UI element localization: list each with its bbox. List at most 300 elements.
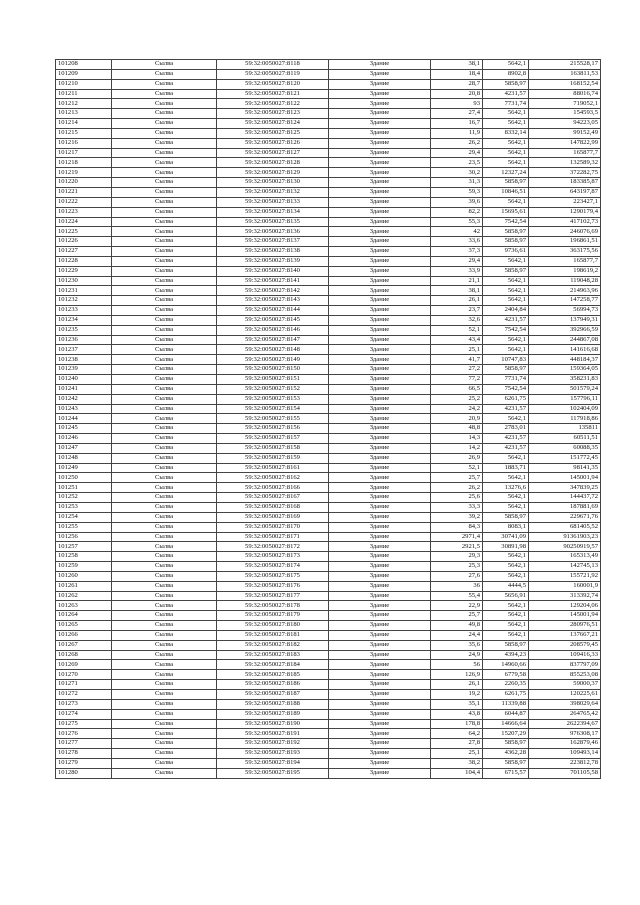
specific-value-cell: 6261,75	[483, 394, 529, 404]
object-type-cell: Здание	[329, 355, 431, 365]
settlement-cell: Сылва	[112, 109, 217, 119]
table-row	[56, 473, 601, 483]
cadastral-value-cell: 159364,05	[529, 365, 601, 375]
cadastral-value-cell: 347839,25	[529, 483, 601, 493]
row-number: 101262	[56, 591, 112, 601]
object-type-cell: Здание	[329, 621, 431, 631]
row-number: 101238	[56, 355, 112, 365]
cadastral-number-cell: 59:32:0050027:8124	[217, 119, 329, 129]
specific-value-cell: 5858,97	[483, 178, 529, 188]
cadastral-value-cell: 392966,59	[529, 325, 601, 335]
object-type-cell: Здание	[329, 306, 431, 316]
row-number: 101210	[56, 79, 112, 89]
specific-value-cell: 4231,57	[483, 434, 529, 444]
area-cell: 25,7	[431, 611, 483, 621]
specific-value-cell: 8902,8	[483, 69, 529, 79]
specific-value-cell: 1883,71	[483, 463, 529, 473]
table-row	[56, 158, 601, 168]
object-type-cell: Здание	[329, 158, 431, 168]
cadastral-number-cell: 59:32:0050027:8153	[217, 394, 329, 404]
area-cell: 27,6	[431, 571, 483, 581]
table-row	[56, 168, 601, 178]
area-cell: 49,8	[431, 621, 483, 631]
cadastral-number-cell: 59:32:0050027:8135	[217, 217, 329, 227]
settlement-cell: Сылва	[112, 276, 217, 286]
table-row	[56, 571, 601, 581]
cadastral-number-cell: 59:32:0050027:8190	[217, 719, 329, 729]
cadastral-value-cell: 313392,74	[529, 591, 601, 601]
row-number: 101208	[56, 60, 112, 70]
object-type-cell: Здание	[329, 571, 431, 581]
cadastral-value-cell: 372282,75	[529, 168, 601, 178]
specific-value-cell: 5642,1	[483, 60, 529, 70]
settlement-cell: Сылва	[112, 60, 217, 70]
settlement-cell: Сылва	[112, 463, 217, 473]
object-type-cell: Здание	[329, 739, 431, 749]
settlement-cell: Сылва	[112, 296, 217, 306]
object-type-cell: Здание	[329, 365, 431, 375]
specific-value-cell: 4394,23	[483, 650, 529, 660]
row-number: 101212	[56, 99, 112, 109]
settlement-cell: Сылва	[112, 443, 217, 453]
specific-value-cell: 7542,54	[483, 384, 529, 394]
table-row	[56, 306, 601, 316]
row-number: 101264	[56, 611, 112, 621]
cadastral-number-cell: 59:32:0050027:8145	[217, 315, 329, 325]
table-row	[56, 128, 601, 138]
row-number: 101234	[56, 315, 112, 325]
cadastral-value-cell: 168152,54	[529, 79, 601, 89]
table-row	[56, 79, 601, 89]
settlement-cell: Сылва	[112, 532, 217, 542]
specific-value-cell: 13276,6	[483, 483, 529, 493]
cadastral-number-cell: 59:32:0050027:8175	[217, 571, 329, 581]
cadastral-value-cell: 109493,14	[529, 749, 601, 759]
settlement-cell: Сылва	[112, 168, 217, 178]
cadastral-number-cell: 59:32:0050027:8121	[217, 89, 329, 99]
object-type-cell: Здание	[329, 128, 431, 138]
settlement-cell: Сылва	[112, 611, 217, 621]
row-number: 101255	[56, 522, 112, 532]
table-row	[56, 749, 601, 759]
row-number: 101271	[56, 680, 112, 690]
cadastral-number-cell: 59:32:0050027:8178	[217, 601, 329, 611]
cadastral-value-cell: 142745,13	[529, 562, 601, 572]
object-type-cell: Здание	[329, 650, 431, 660]
area-cell: 77,2	[431, 375, 483, 385]
settlement-cell: Сылва	[112, 89, 217, 99]
area-cell: 178,8	[431, 719, 483, 729]
table-row	[56, 424, 601, 434]
object-type-cell: Здание	[329, 178, 431, 188]
cadastral-value-cell: 135811	[529, 424, 601, 434]
area-cell: 25,2	[431, 394, 483, 404]
row-number: 101274	[56, 709, 112, 719]
table-row	[56, 384, 601, 394]
area-cell: 27,8	[431, 739, 483, 749]
row-number: 101257	[56, 542, 112, 552]
cadastral-number-cell: 59:32:0050027:8133	[217, 197, 329, 207]
object-type-cell: Здание	[329, 394, 431, 404]
table-row	[56, 670, 601, 680]
row-number: 101266	[56, 630, 112, 640]
area-cell: 32,6	[431, 315, 483, 325]
cadastral-number-cell: 59:32:0050027:8137	[217, 237, 329, 247]
cadastral-number-cell: 59:32:0050027:8191	[217, 729, 329, 739]
cadastral-number-cell: 59:32:0050027:8144	[217, 306, 329, 316]
row-number: 101241	[56, 384, 112, 394]
cadastral-number-cell: 59:32:0050027:8189	[217, 709, 329, 719]
table-row	[56, 296, 601, 306]
table-row	[56, 591, 601, 601]
area-cell: 42	[431, 227, 483, 237]
cadastral-number-cell: 59:32:0050027:8128	[217, 158, 329, 168]
row-number: 101209	[56, 69, 112, 79]
object-type-cell: Здание	[329, 99, 431, 109]
cadastral-value-cell: 98141,35	[529, 463, 601, 473]
area-cell: 14,2	[431, 443, 483, 453]
cadastral-value-cell: 155721,92	[529, 571, 601, 581]
row-number: 101256	[56, 532, 112, 542]
area-cell: 30,2	[431, 168, 483, 178]
settlement-cell: Сылва	[112, 138, 217, 148]
area-cell: 29,4	[431, 256, 483, 266]
cadastral-value-cell: 198619,2	[529, 266, 601, 276]
cadastral-value-cell: 223427,1	[529, 197, 601, 207]
specific-value-cell: 9736,61	[483, 247, 529, 257]
settlement-cell: Сылва	[112, 286, 217, 296]
object-type-cell: Здание	[329, 286, 431, 296]
area-cell: 26,1	[431, 680, 483, 690]
area-cell: 18,4	[431, 69, 483, 79]
area-cell: 55,3	[431, 217, 483, 227]
specific-value-cell: 30891,98	[483, 542, 529, 552]
cadastral-value-cell: 162879,46	[529, 739, 601, 749]
specific-value-cell: 5858,97	[483, 237, 529, 247]
area-cell: 24,9	[431, 650, 483, 660]
settlement-cell: Сылва	[112, 542, 217, 552]
cadastral-number-cell: 59:32:0050027:8157	[217, 434, 329, 444]
row-number: 101218	[56, 158, 112, 168]
area-cell: 29,3	[431, 552, 483, 562]
settlement-cell: Сылва	[112, 690, 217, 700]
row-number: 101228	[56, 256, 112, 266]
cadastral-number-cell: 59:32:0050027:8162	[217, 473, 329, 483]
cadastral-value-cell: 187881,69	[529, 502, 601, 512]
cadastral-number-cell: 59:32:0050027:8155	[217, 414, 329, 424]
table-row	[56, 522, 601, 532]
table-row	[56, 453, 601, 463]
row-number: 101252	[56, 493, 112, 503]
cadastral-number-cell: 59:32:0050027:8152	[217, 384, 329, 394]
cadastral-number-cell: 59:32:0050027:8185	[217, 670, 329, 680]
object-type-cell: Здание	[329, 709, 431, 719]
cadastral-value-cell: 154593,5	[529, 109, 601, 119]
row-number: 101269	[56, 660, 112, 670]
cadastral-value-cell: 837797,09	[529, 660, 601, 670]
table-row	[56, 502, 601, 512]
cadastral-value-cell: 855253,08	[529, 670, 601, 680]
settlement-cell: Сылва	[112, 562, 217, 572]
row-number: 101221	[56, 187, 112, 197]
row-number: 101250	[56, 473, 112, 483]
cadastral-number-cell: 59:32:0050027:8125	[217, 128, 329, 138]
settlement-cell: Сылва	[112, 493, 217, 503]
table-row	[56, 552, 601, 562]
area-cell: 39,2	[431, 512, 483, 522]
area-cell: 37,3	[431, 247, 483, 257]
settlement-cell: Сылва	[112, 758, 217, 768]
settlement-cell: Сылва	[112, 227, 217, 237]
object-type-cell: Здание	[329, 197, 431, 207]
table-row	[56, 542, 601, 552]
settlement-cell: Сылва	[112, 306, 217, 316]
settlement-cell: Сылва	[112, 434, 217, 444]
specific-value-cell: 4231,57	[483, 443, 529, 453]
cadastral-number-cell: 59:32:0050027:8146	[217, 325, 329, 335]
specific-value-cell: 5642,1	[483, 473, 529, 483]
specific-value-cell: 5858,97	[483, 79, 529, 89]
object-type-cell: Здание	[329, 473, 431, 483]
settlement-cell: Сылва	[112, 522, 217, 532]
cadastral-number-cell: 59:32:0050027:8161	[217, 463, 329, 473]
row-number: 101222	[56, 197, 112, 207]
object-type-cell: Здание	[329, 345, 431, 355]
cadastral-number-cell: 59:32:0050027:8118	[217, 60, 329, 70]
settlement-cell: Сылва	[112, 325, 217, 335]
cadastral-number-cell: 59:32:0050027:8176	[217, 581, 329, 591]
cadastral-number-cell: 59:32:0050027:8171	[217, 532, 329, 542]
object-type-cell: Здание	[329, 256, 431, 266]
table-row	[56, 99, 601, 109]
cadastral-value-cell: 60088,35	[529, 443, 601, 453]
settlement-cell: Сылва	[112, 197, 217, 207]
cadastral-number-cell: 59:32:0050027:8147	[217, 335, 329, 345]
cadastral-number-cell: 59:32:0050027:8159	[217, 453, 329, 463]
object-type-cell: Здание	[329, 247, 431, 257]
cadastral-number-cell: 59:32:0050027:8149	[217, 355, 329, 365]
specific-value-cell: 5642,1	[483, 345, 529, 355]
row-number: 101216	[56, 138, 112, 148]
row-number: 101259	[56, 562, 112, 572]
row-number: 101232	[56, 296, 112, 306]
cadastral-number-cell: 59:32:0050027:8194	[217, 758, 329, 768]
cadastral-value-cell: 643197,87	[529, 187, 601, 197]
settlement-cell: Сылва	[112, 99, 217, 109]
table-row	[56, 109, 601, 119]
row-number: 101220	[56, 178, 112, 188]
table-row	[56, 660, 601, 670]
settlement-cell: Сылва	[112, 355, 217, 365]
area-cell: 64,2	[431, 729, 483, 739]
row-number: 101240	[56, 375, 112, 385]
settlement-cell: Сылва	[112, 591, 217, 601]
cadastral-value-cell: 501579,24	[529, 384, 601, 394]
cadastral-number-cell: 59:32:0050027:8192	[217, 739, 329, 749]
object-type-cell: Здание	[329, 630, 431, 640]
cadastral-value-cell: 59000,37	[529, 680, 601, 690]
table-row	[56, 690, 601, 700]
cadastral-number-cell: 59:32:0050027:8150	[217, 365, 329, 375]
table-row	[56, 187, 601, 197]
table-row	[56, 463, 601, 473]
area-cell: 55,4	[431, 591, 483, 601]
settlement-cell: Сылва	[112, 237, 217, 247]
cadastral-value-cell: 280976,51	[529, 621, 601, 631]
cadastral-number-cell: 59:32:0050027:8154	[217, 404, 329, 414]
area-cell: 41,7	[431, 355, 483, 365]
cadastral-value-cell: 145001,94	[529, 611, 601, 621]
area-cell: 38,1	[431, 286, 483, 296]
cadastral-number-cell: 59:32:0050027:8195	[217, 768, 329, 778]
cadastral-value-cell: 141616,68	[529, 345, 601, 355]
settlement-cell: Сылва	[112, 660, 217, 670]
specific-value-cell: 4231,57	[483, 404, 529, 414]
specific-value-cell: 5642,1	[483, 571, 529, 581]
area-cell: 38,2	[431, 758, 483, 768]
cadastral-value-cell: 215528,17	[529, 60, 601, 70]
cadastral-value-cell: 160001,9	[529, 581, 601, 591]
specific-value-cell: 5858,97	[483, 512, 529, 522]
specific-value-cell: 5642,1	[483, 552, 529, 562]
specific-value-cell: 5642,1	[483, 109, 529, 119]
settlement-cell: Сылва	[112, 345, 217, 355]
specific-value-cell: 5642,1	[483, 158, 529, 168]
table-row	[56, 217, 601, 227]
area-cell: 39,6	[431, 197, 483, 207]
table-row	[56, 699, 601, 709]
specific-value-cell: 5642,1	[483, 414, 529, 424]
cadastral-value-cell: 363175,56	[529, 247, 601, 257]
table-row	[56, 443, 601, 453]
row-number: 101280	[56, 768, 112, 778]
cadastral-number-cell: 59:32:0050027:8142	[217, 286, 329, 296]
object-type-cell: Здание	[329, 296, 431, 306]
table-row	[56, 512, 601, 522]
specific-value-cell: 6044,87	[483, 709, 529, 719]
object-type-cell: Здание	[329, 640, 431, 650]
object-type-cell: Здание	[329, 227, 431, 237]
area-cell: 52,1	[431, 325, 483, 335]
cadastral-value-cell: 91361903,23	[529, 532, 601, 542]
row-number: 101233	[56, 306, 112, 316]
cadastral-value-cell: 145001,94	[529, 473, 601, 483]
cadastral-value-cell: 976308,17	[529, 729, 601, 739]
row-number: 101224	[56, 217, 112, 227]
object-type-cell: Здание	[329, 424, 431, 434]
cadastral-value-cell: 681405,52	[529, 522, 601, 532]
row-number: 101219	[56, 168, 112, 178]
table-row	[56, 335, 601, 345]
specific-value-cell: 5642,1	[483, 502, 529, 512]
specific-value-cell: 8332,14	[483, 128, 529, 138]
cadastral-value-cell: 129204,06	[529, 601, 601, 611]
table-row	[56, 375, 601, 385]
area-cell: 104,4	[431, 768, 483, 778]
cadastral-value-cell: 448184,37	[529, 355, 601, 365]
cadastral-value-table	[55, 59, 601, 779]
settlement-cell: Сылва	[112, 207, 217, 217]
specific-value-cell: 2260,35	[483, 680, 529, 690]
row-number: 101268	[56, 650, 112, 660]
settlement-cell: Сылва	[112, 729, 217, 739]
area-cell: 43,4	[431, 335, 483, 345]
cadastral-value-cell: 1290179,4	[529, 207, 601, 217]
specific-value-cell: 4231,57	[483, 315, 529, 325]
table-row	[56, 178, 601, 188]
table-row	[56, 562, 601, 572]
object-type-cell: Здание	[329, 237, 431, 247]
specific-value-cell: 5642,1	[483, 453, 529, 463]
cadastral-number-cell: 59:32:0050027:8151	[217, 375, 329, 385]
row-number: 101261	[56, 581, 112, 591]
cadastral-number-cell: 59:32:0050027:8193	[217, 749, 329, 759]
cadastral-number-cell: 59:32:0050027:8127	[217, 148, 329, 158]
specific-value-cell: 5858,97	[483, 640, 529, 650]
settlement-cell: Сылва	[112, 178, 217, 188]
cadastral-value-cell: 246076,69	[529, 227, 601, 237]
cadastral-number-cell: 59:32:0050027:8182	[217, 640, 329, 650]
specific-value-cell: 5642,1	[483, 296, 529, 306]
table-row	[56, 286, 601, 296]
area-cell: 11,9	[431, 128, 483, 138]
specific-value-cell: 5642,1	[483, 493, 529, 503]
row-number: 101278	[56, 749, 112, 759]
settlement-cell: Сылва	[112, 256, 217, 266]
table-row	[56, 345, 601, 355]
cadastral-value-cell: 94223,05	[529, 119, 601, 129]
settlement-cell: Сылва	[112, 247, 217, 257]
cadastral-value-cell: 358231,83	[529, 375, 601, 385]
specific-value-cell: 7542,54	[483, 217, 529, 227]
object-type-cell: Здание	[329, 483, 431, 493]
cadastral-number-cell: 59:32:0050027:8168	[217, 502, 329, 512]
specific-value-cell: 5642,1	[483, 138, 529, 148]
row-number: 101243	[56, 404, 112, 414]
area-cell: 16,7	[431, 119, 483, 129]
settlement-cell: Сылва	[112, 749, 217, 759]
specific-value-cell: 5642,1	[483, 630, 529, 640]
cadastral-number-cell: 59:32:0050027:8136	[217, 227, 329, 237]
object-type-cell: Здание	[329, 512, 431, 522]
row-number: 101273	[56, 699, 112, 709]
area-cell: 24,2	[431, 404, 483, 414]
cadastral-number-cell: 59:32:0050027:8166	[217, 483, 329, 493]
cadastral-number-cell: 59:32:0050027:8173	[217, 552, 329, 562]
area-cell: 23,5	[431, 158, 483, 168]
cadastral-value-cell: 417102,73	[529, 217, 601, 227]
cadastral-number-cell: 59:32:0050027:8180	[217, 621, 329, 631]
object-type-cell: Здание	[329, 60, 431, 70]
object-type-cell: Здание	[329, 79, 431, 89]
object-type-cell: Здание	[329, 335, 431, 345]
cadastral-value-cell: 264765,42	[529, 709, 601, 719]
table-row	[56, 119, 601, 129]
settlement-cell: Сылва	[112, 719, 217, 729]
area-cell: 25,1	[431, 749, 483, 759]
cadastral-number-cell: 59:32:0050027:8141	[217, 276, 329, 286]
area-cell: 26,1	[431, 296, 483, 306]
row-number: 101231	[56, 286, 112, 296]
cadastral-value-cell: 163811,53	[529, 69, 601, 79]
object-type-cell: Здание	[329, 315, 431, 325]
cadastral-value-cell: 196861,51	[529, 237, 601, 247]
cadastral-number-cell: 59:32:0050027:8148	[217, 345, 329, 355]
table-row	[56, 60, 601, 70]
table-row	[56, 276, 601, 286]
specific-value-cell: 7731,74	[483, 375, 529, 385]
specific-value-cell: 4231,57	[483, 89, 529, 99]
